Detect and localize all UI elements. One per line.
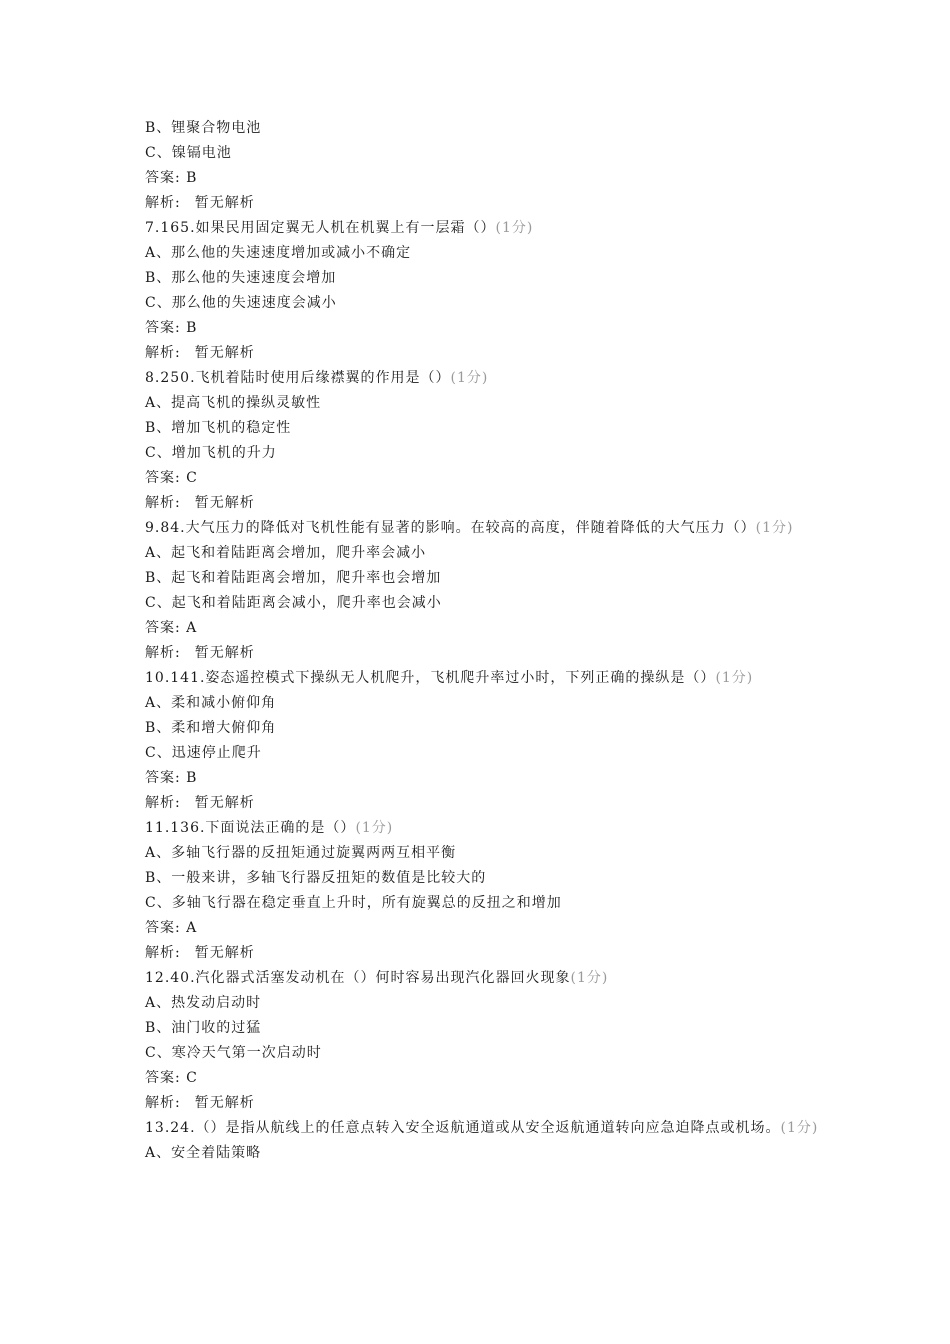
analysis-line: [145, 491, 825, 516]
answer-label: 答案:: [145, 920, 181, 936]
analysis-label: 解析:: [145, 795, 181, 811]
option-a: A、热发动启动时: [145, 995, 262, 1011]
option-a: A、多轴飞行器的反扭矩通过旋翼两两互相平衡: [145, 845, 457, 861]
document-page: [145, 116, 825, 1166]
answer-value: C: [186, 470, 198, 486]
analysis-value: 暂无解析: [194, 795, 255, 811]
analysis-line: [145, 791, 825, 816]
analysis-label: 解析:: [145, 495, 181, 511]
option-c: C、镍镉电池: [145, 145, 232, 161]
question-stem: 13.24.（）是指从航线上的任意点转入安全返航通道或从安全返航通道转向应急迫降点或机场。(1分): [145, 1120, 819, 1136]
question-block: [145, 666, 825, 816]
answer-line: [145, 316, 825, 341]
question-block: [145, 516, 825, 666]
question-stem: 9.84.大气压力的降低对飞机性能有显著的影响。在较高的高度，伴随着降低的大气压力（）(1分): [145, 520, 794, 536]
option-b: B、油门收的过猛: [145, 1020, 262, 1036]
option-a: A、那么他的失速速度增加或减小不确定: [145, 245, 412, 261]
option-c: C、增加飞机的升力: [145, 445, 277, 461]
option-c: C、那么他的失速速度会减小: [145, 295, 337, 311]
question-stem: 11.136.下面说法正确的是（）(1分): [145, 820, 394, 836]
option-c: C、迅速停止爬升: [145, 745, 262, 761]
question-block: [145, 216, 825, 366]
option-c: C、寒冷天气第一次启动时: [145, 1045, 322, 1061]
analysis-label: 解析:: [145, 1095, 181, 1111]
analysis-value: 暂无解析: [194, 645, 255, 661]
answer-line: [145, 766, 825, 791]
option-a: A、安全着陆策略: [145, 1145, 262, 1161]
question-stem: 8.250.飞机着陆时使用后缘襟翼的作用是（）(1分): [145, 370, 489, 386]
question-stem: 7.165.如果民用固定翼无人机在机翼上有一层霜（）(1分): [145, 220, 534, 236]
answer-line: [145, 916, 825, 941]
question-block: [145, 1116, 825, 1166]
question-score: (1分): [450, 370, 489, 386]
analysis-line: [145, 941, 825, 966]
question-continuation: [145, 116, 825, 216]
answer-value: B: [186, 320, 198, 336]
answer-label: 答案:: [145, 170, 181, 186]
option-b: B、柔和增大俯仰角: [145, 720, 277, 736]
option-c: C、起飞和着陆距离会减小，爬升率也会减小: [145, 595, 442, 611]
question-stem: 12.40.汽化器式活塞发动机在（）何时容易出现汽化器回火现象(1分): [145, 970, 609, 986]
option-a: A、提高飞机的操纵灵敏性: [145, 395, 322, 411]
question-score: (1分): [570, 970, 609, 986]
option-b: B、增加飞机的稳定性: [145, 420, 292, 436]
answer-label: 答案:: [145, 620, 181, 636]
question-score: (1分): [715, 670, 754, 686]
option-b: B、那么他的失速速度会增加: [145, 270, 337, 286]
option-b: B、一般来讲，多轴飞行器反扭矩的数值是比较大的: [145, 870, 487, 886]
option-b: B、起飞和着陆距离会增加，爬升率也会增加: [145, 570, 442, 586]
analysis-label: 解析:: [145, 645, 181, 661]
question-block: [145, 816, 825, 966]
question-score: (1分): [755, 520, 794, 536]
answer-value: C: [186, 1070, 198, 1086]
answer-value: A: [186, 620, 198, 636]
analysis-line: [145, 1091, 825, 1116]
question-score: (1分): [780, 1120, 819, 1136]
analysis-label: 解析:: [145, 195, 181, 211]
answer-label: 答案:: [145, 1070, 181, 1086]
answer-line: [145, 466, 825, 491]
question-block: [145, 966, 825, 1116]
analysis-line: [145, 191, 825, 216]
option-b: B、锂聚合物电池: [145, 120, 262, 136]
analysis-value: 暂无解析: [194, 945, 255, 961]
answer-line: [145, 166, 825, 191]
analysis-value: 暂无解析: [194, 1095, 255, 1111]
answer-value: A: [186, 920, 198, 936]
question-score: (1分): [495, 220, 534, 236]
analysis-line: [145, 341, 825, 366]
analysis-value: 暂无解析: [194, 195, 255, 211]
analysis-label: 解析:: [145, 945, 181, 961]
analysis-value: 暂无解析: [194, 495, 255, 511]
option-a: A、柔和减小俯仰角: [145, 695, 277, 711]
question-score: (1分): [355, 820, 394, 836]
answer-line: [145, 1066, 825, 1091]
answer-value: B: [186, 170, 198, 186]
answer-label: 答案:: [145, 470, 181, 486]
question-stem: 10.141.姿态遥控模式下操纵无人机爬升，飞机爬升率过小时，下列正确的操纵是（）(1分): [145, 670, 754, 686]
answer-value: B: [186, 770, 198, 786]
answer-label: 答案:: [145, 770, 181, 786]
analysis-line: [145, 641, 825, 666]
option-a: A、起飞和着陆距离会增加，爬升率会减小: [145, 545, 427, 561]
analysis-label: 解析:: [145, 345, 181, 361]
option-c: C、多轴飞行器在稳定垂直上升时，所有旋翼总的反扭之和增加: [145, 895, 562, 911]
question-block: [145, 366, 825, 516]
answer-label: 答案:: [145, 320, 181, 336]
analysis-value: 暂无解析: [194, 345, 255, 361]
answer-line: [145, 616, 825, 641]
